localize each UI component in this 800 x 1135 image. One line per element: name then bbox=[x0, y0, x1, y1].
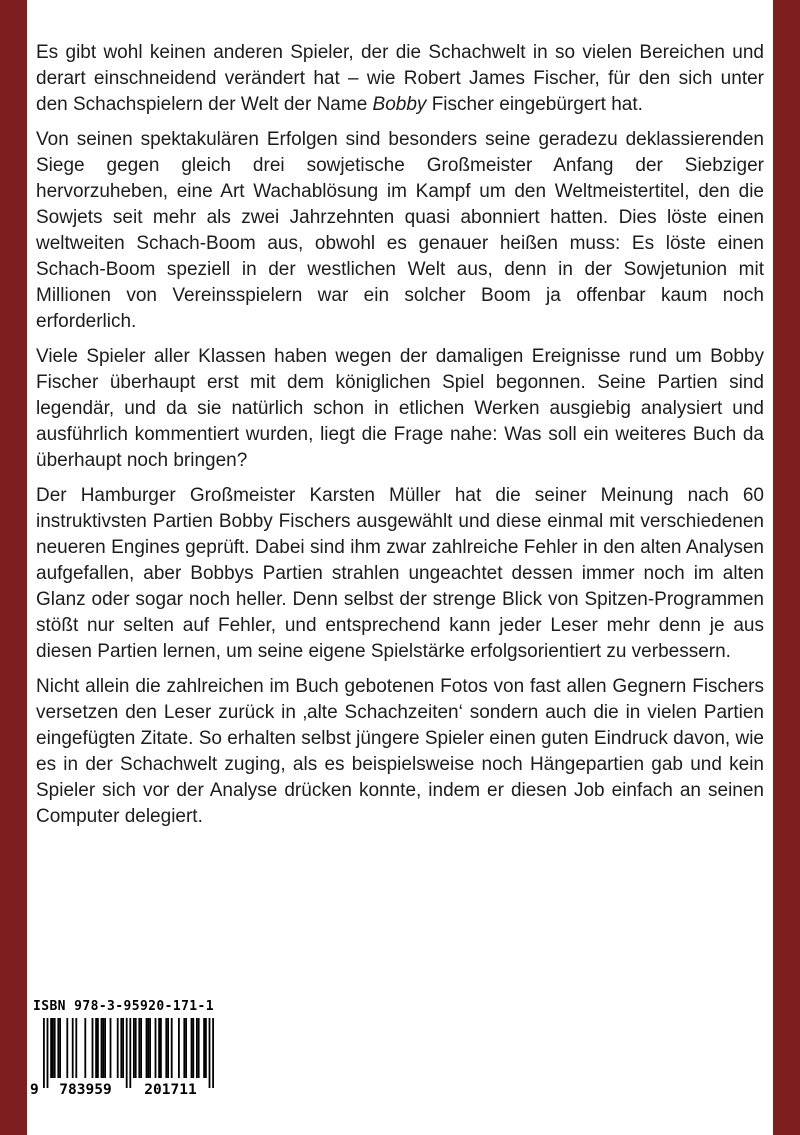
isbn-barcode-ean13 bbox=[43, 1018, 214, 1088]
isbn-digit-group-1: 783959 bbox=[59, 1082, 112, 1098]
left-edge-stripe bbox=[0, 0, 27, 1135]
paragraph-photos-quotes: Nicht allein die zahlreichen im Buch gebotenen Fotos von fast allen Gegnern Fischers versetzen den Leser zurück in ‚alte Schachzeiten‘ sondern auch die in vielen Partien eingefügten Zitate. So erhalten selbst jüngere Spieler einen guten Eindruck davon, wie es in der Schachwelt zuging, als es beispielsweise noch Hängepartien gab und kein Spieler sich vor der Analyse drücken konnte, indem er diesen Job einfach an seinen Computer delegiert. bbox=[36, 676, 764, 827]
isbn-digit-group-2: 201711 bbox=[144, 1082, 197, 1098]
right-edge-stripe bbox=[773, 0, 800, 1135]
paragraph-intro-text-before: Es gibt wohl keinen anderen Spieler, der die Schachwelt in so vielen Bereichen und derart einschneidend verändert hat – wie Robert James Fischer, für den sich unter den Schachspielern der Welt der Name bbox=[36, 42, 764, 115]
blurb bbox=[36, 40, 764, 839]
isbn-digit-first: 9 bbox=[30, 1082, 39, 1098]
isbn-label: ISBN 978-3-95920-171-1 bbox=[33, 999, 214, 1014]
paragraph-intro-text-after: Fischer eingebürgert hat. bbox=[426, 94, 643, 115]
isbn-block bbox=[27, 996, 219, 1103]
paragraph-intro-italic-name: Bobby bbox=[372, 94, 427, 115]
paragraph-legacy: Viele Spieler aller Klassen haben wegen der damaligen Ereignisse rund um Bobby Fischer überhaupt erst mit dem königlichen Spiel begonnen. Seine Partien sind legendär, und da sie natürlich schon in etlichen Werken ausgiebig analysiert und ausführlich kommentiert wurden, liegt die Frage nahe: Was soll ein weiteres Buch da überhaupt noch bringen? bbox=[36, 346, 764, 471]
paragraph-successes: Von seinen spektakulären Erfolgen sind besonders seine geradezu deklassierenden Siege gegen gleich drei sowjetische Großmeister Anfang der Siebziger hervorzuheben, eine Art Wachablösung im Kampf um den Weltmeistertitel, den die Sowjets seit mehr als zwei Jahrzehnten quasi abonniert hatten. Dies löste einen weltweiten Schach-Boom aus, obwohl es genauer heißen muss: Es löste einen Schach-Boom speziell in der westlichen Welt aus, denn in der Sowjetunion mit Millionen von Vereinsspielern war ein solcher Boom ja offenbar kaum noch erforderlich. bbox=[36, 129, 764, 332]
paragraph-author: Der Hamburger Großmeister Karsten Müller hat die seiner Meinung nach 60 instruktivsten Partien Bobby Fischers ausgewählt und diese einmal mit verschiedenen neueren Engines geprüft. Dabei sind ihm zwar zahlreiche Fehler in den alten Analysen aufgefallen, aber Bobbys Partien strahlen ungeachtet dessen immer noch im alten Glanz oder sogar noch heller. Denn selbst der strenge Blick von Spitzen-Programmen stößt nur selten auf Fehler, und entsprechend kann jeder Leser mehr denn je aus diesen Partien lernen, um seine eigene Spielstärke erfolgsorientiert zu verbessern. bbox=[36, 485, 764, 662]
paragraph-intro bbox=[36, 40, 764, 118]
isbn-barcode-digits bbox=[30, 1081, 217, 1099]
